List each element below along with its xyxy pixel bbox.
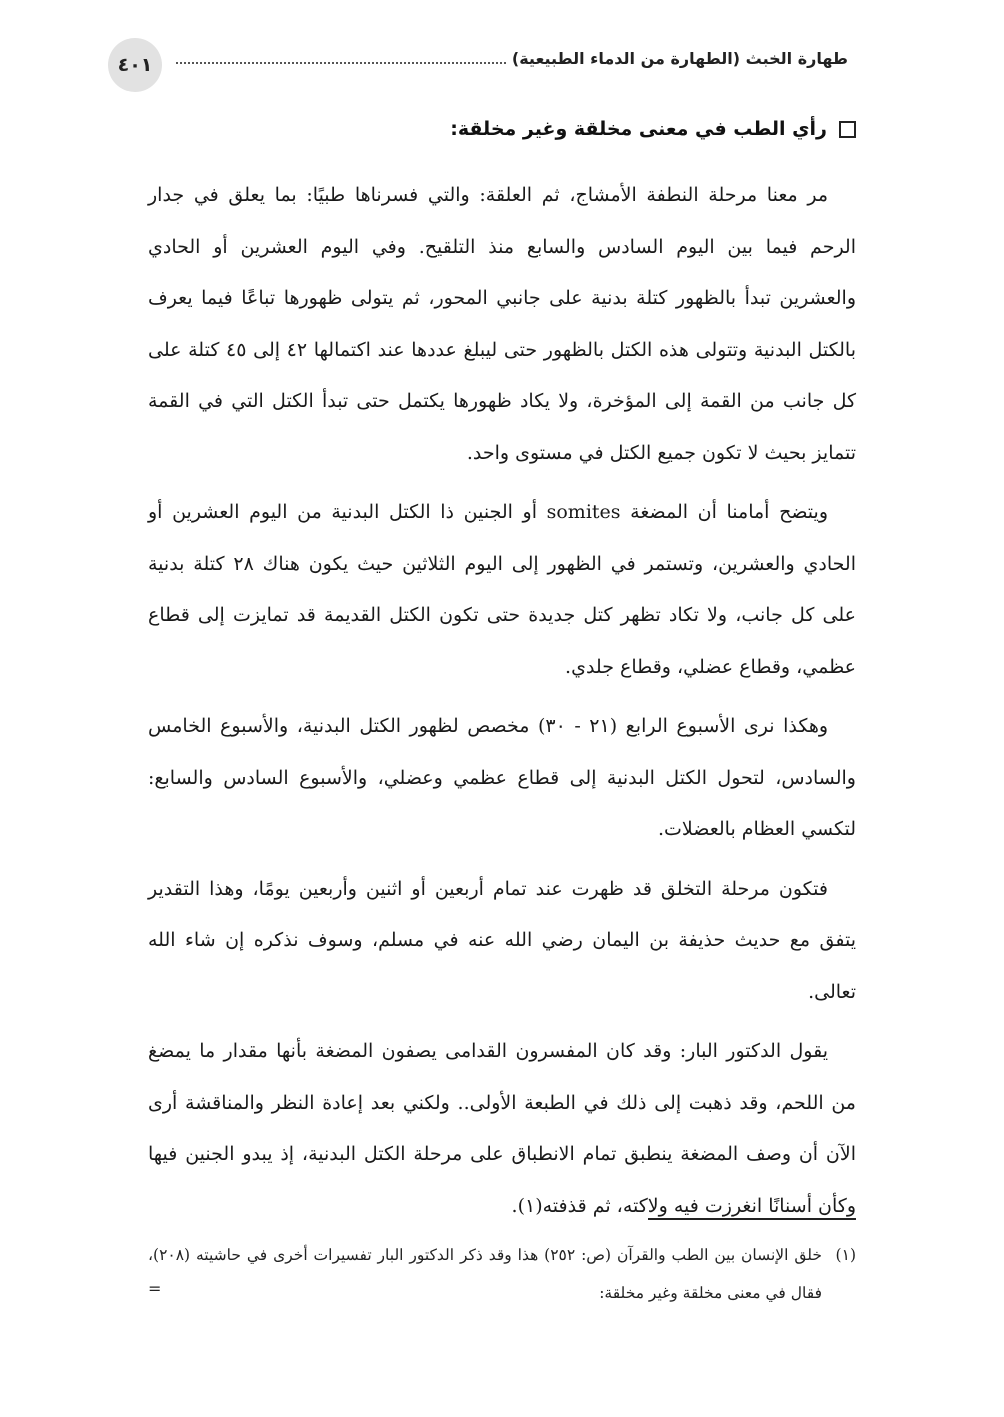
- page-number: ٤٠١: [108, 38, 162, 92]
- page-header: [108, 38, 848, 96]
- footnotes: [148, 1236, 856, 1312]
- paragraph: وهكذا نرى الأسبوع الرابع (٢١ - ٣٠) مخصص لظهور الكتل البدنية، والأسبوع الخامس والسادس، لتحول الكتل البدنية إلى قطاع عظمي وعضلي، والأسبوع السادس والسابع: لتكسي العظام بالعضلات.: [148, 715, 856, 840]
- body-text: [148, 170, 856, 1240]
- paragraph: يقول الدكتور البار: وقد كان المفسرون القدامى يصفون المضغة بأنها مقدار ما يمضغ من اللحم، وقد ذهبت إلى ذلك في الطبعة الأولى.. ولكني بعد إعادة النظر والمناقشة أرى الآن أن وصف المضغة ينطبق تمام الانطباق على مرحلة الكتل البدنية، إذ يبدو الجنين فيها وكأن أسنانًا انغرزت فيه ولاكته، ثم قذفته(١).: [148, 1040, 856, 1217]
- paragraph: ويتضح أمامنا أن المضغة somites أو الجنين ذا الكتل البدنية من اليوم العشرين أو الحادي والعشرين، وتستمر في الظهور إلى اليوم الثلاثين حيث يكون هناك ٢٨ كتلة بدنية على كل جانب، ولا تكاد تظهر كتل جديدة حتى تكون الكتل القديمة قد تمايزت إلى قطاع عظمي، وقطاع عضلي، وقطاع جلدي.: [148, 501, 856, 678]
- running-title: [176, 48, 848, 68]
- running-title-text: طهارة الخبث (الطهارة من الدماء الطبيعية): [511, 49, 848, 68]
- footnote: [148, 1236, 856, 1312]
- footnote-divider: [648, 1218, 856, 1220]
- section-heading-text: رأي الطب في معنى مخلقة وغير مخلقة:: [450, 118, 827, 140]
- paragraph: مر معنا مرحلة النطفة الأمشاج، ثم العلقة: والتي فسرناها طبيًا: بما يعلق في جدار الرحم فيما بين اليوم السادس والسابع منذ التلقيح. وفي اليوم العشرين أو الحادي والعشرين تبدأ بالظهور كتلة بدنية على جانبي المحور، ثم يتولى ظهورها تباعًا فيما يعرف بالكتل البدنية وتتولى هذه الكتل بالظهور حتى ليبلغ عددها عند اكتمالها ٤٢ إلى ٤٥ كتلة على كل جانب من القمة إلى المؤخرة، ولا يكاد ظهورها يكتمل حتى تبدأ الكتل التي في القمة تتمايز بحيث لا تكون جميع الكتل في مستوى واحد.: [148, 184, 856, 464]
- section-heading: [148, 118, 856, 140]
- checkbox-bullet-icon: [839, 121, 856, 138]
- footnote-marker: (١): [835, 1246, 856, 1264]
- paragraph: فتكون مرحلة التخلق قد ظهرت عند تمام أربعين أو اثنين وأربعين يومًا، وهذا التقدير يتفق مع حديث حذيفة بن اليمان رضي الله عنه في مسلم، وسوف نذكره إن شاء الله تعالى.: [148, 877, 856, 1003]
- dotted-leader: [176, 48, 506, 64]
- continued-marker: =: [148, 1279, 162, 1298]
- footnote-text: خلق الإنسان بين الطب والقرآن (ص: ٢٥٢) هذا وقد ذكر الدكتور البار تفسيرات أخرى في حاشيته (٢٠٨)، فقال في معنى مخلقة وغير مخلقة:: [148, 1246, 822, 1302]
